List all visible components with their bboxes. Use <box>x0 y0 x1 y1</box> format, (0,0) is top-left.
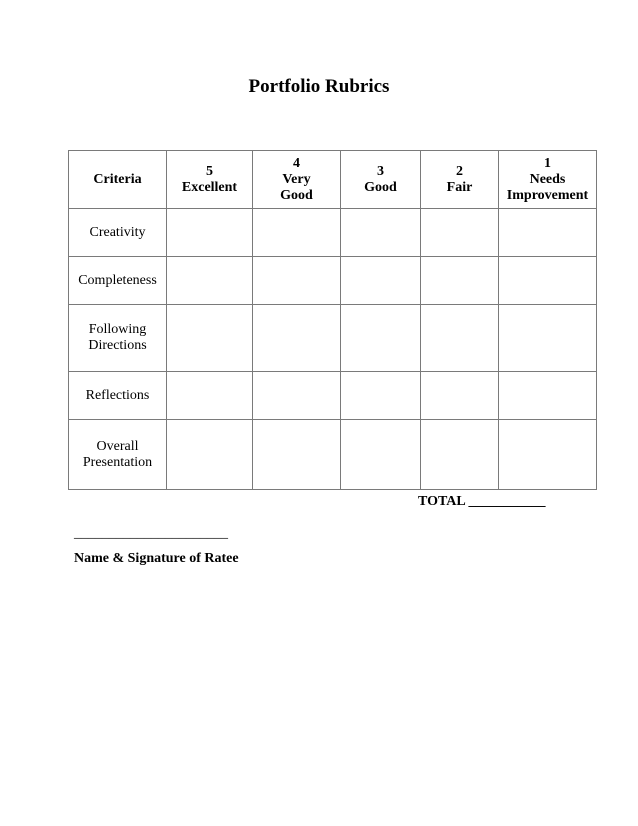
criteria-label: Following <box>88 322 147 337</box>
score-cell[interactable] <box>167 305 253 372</box>
score-cell[interactable] <box>253 372 341 420</box>
level-score: 2 <box>456 163 463 179</box>
page-title: Portfolio Rubrics <box>248 76 390 97</box>
table-row <box>69 372 597 420</box>
score-cell[interactable] <box>253 305 341 372</box>
criteria-cell <box>69 420 167 490</box>
score-cell[interactable] <box>253 420 341 490</box>
header-level-3 <box>341 151 421 209</box>
criteria-label: Reflections <box>85 387 150 403</box>
score-cell[interactable] <box>499 420 597 490</box>
table-row <box>69 257 597 305</box>
header-criteria: Criteria <box>69 151 167 209</box>
header-row <box>69 151 597 209</box>
signature-line[interactable]: ______________________ <box>74 526 228 541</box>
criteria-label: Completeness <box>78 272 157 288</box>
header-level-5 <box>167 151 253 209</box>
level-label: Needs <box>529 171 566 187</box>
level-label: Good <box>364 179 397 195</box>
criteria-label: Directions <box>88 338 147 353</box>
level-label: Excellent <box>181 179 238 195</box>
table-row <box>69 305 597 372</box>
score-cell[interactable] <box>499 372 597 420</box>
criteria-cell <box>69 209 167 257</box>
score-cell[interactable] <box>499 209 597 257</box>
score-cell[interactable] <box>499 305 597 372</box>
level-score: 4 <box>293 155 300 171</box>
score-cell[interactable] <box>421 420 499 490</box>
score-cell[interactable] <box>253 209 341 257</box>
criteria-cell <box>69 257 167 305</box>
level-score: 3 <box>377 163 384 179</box>
signature-label: Name & Signature of Ratee <box>74 551 239 566</box>
score-cell[interactable] <box>421 257 499 305</box>
score-cell[interactable] <box>341 420 421 490</box>
criteria-label: Overall <box>96 438 139 454</box>
score-cell[interactable] <box>421 372 499 420</box>
level-score: 1 <box>544 155 551 171</box>
score-cell[interactable] <box>421 209 499 257</box>
score-cell[interactable] <box>167 209 253 257</box>
table-row <box>69 420 597 490</box>
level-label: Improvement <box>506 187 589 203</box>
header-level-1 <box>499 151 597 209</box>
header-level-2 <box>421 151 499 209</box>
header-level-4 <box>253 151 341 209</box>
score-cell[interactable] <box>499 257 597 305</box>
rubric-table <box>68 150 597 490</box>
total-field[interactable]: TOTAL ___________ <box>418 494 546 509</box>
score-cell[interactable] <box>421 305 499 372</box>
score-cell[interactable] <box>167 372 253 420</box>
criteria-label: Creativity <box>89 224 146 240</box>
level-score: 5 <box>206 163 213 179</box>
score-cell[interactable] <box>253 257 341 305</box>
score-cell[interactable] <box>167 420 253 490</box>
score-cell[interactable] <box>341 305 421 372</box>
score-cell[interactable] <box>341 257 421 305</box>
score-cell[interactable] <box>167 257 253 305</box>
level-label: Very <box>282 171 311 187</box>
level-label: Fair <box>446 179 473 195</box>
level-label: Good <box>280 187 313 203</box>
score-cell[interactable] <box>341 372 421 420</box>
criteria-cell <box>69 372 167 420</box>
criteria-cell <box>69 305 167 372</box>
table-row <box>69 209 597 257</box>
criteria-label: Presentation <box>82 454 153 470</box>
score-cell[interactable] <box>341 209 421 257</box>
